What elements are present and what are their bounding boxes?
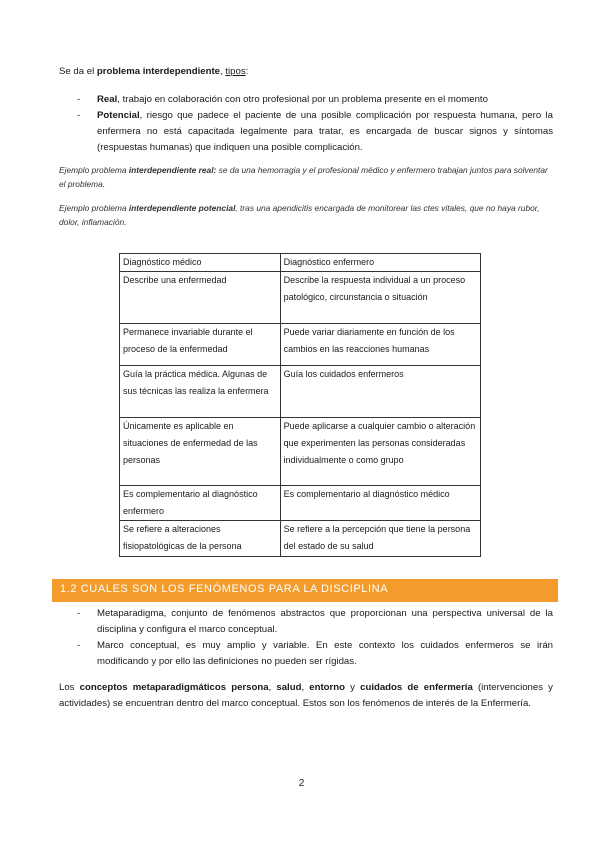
conclusion-paragraph [59, 680, 553, 712]
conclusion-bold: cuidados de enfermería [360, 682, 473, 693]
table-cell: Guía la práctica médica. Algunas de sus técnicas las realiza la enfermera [120, 366, 281, 418]
list-item: - Marco conceptual, es muy amplio y variable. En este contexto los cuidados enfermeros se irán modificando y por ello las definiciones no pueden ser rígidas. [59, 638, 553, 670]
intro-paragraph [59, 64, 553, 80]
page-number: 2 [298, 778, 305, 789]
example-text: Ejemplo problema [59, 203, 129, 213]
table-row [120, 521, 481, 557]
intro-colon: : [245, 66, 249, 77]
list-item [59, 108, 553, 156]
table-row [120, 272, 481, 324]
conclusion-bold: salud [276, 682, 302, 693]
phenomena-list [59, 606, 553, 670]
intro-bold: problema interdependiente [96, 66, 221, 77]
example-real [59, 163, 553, 191]
list-item: - Metaparadigma, conjunto de fenómenos abstractos que proporcionan una perspectiva universal de la disciplina y configura el marco conceptual. [59, 606, 553, 638]
item-text: , trabajo en colaboración con otro profesional por un problema presente en el momento [117, 94, 488, 105]
conclusion-text: Los [59, 682, 80, 693]
example-text: , tras una apendicitis encargada de monitorear las ctes vitales, que no haya rubor, dolor, inflamación. [59, 203, 540, 227]
section-header [52, 579, 558, 602]
table-cell: Permanece invariable durante el proceso de la enfermedad [120, 324, 281, 366]
table-cell: Es complementario al diagnóstico médico [280, 486, 480, 521]
table-cell: Describe una enfermedad [120, 272, 281, 324]
conclusion-text: (intervenciones y actividades) se encuentran dentro del marco conceptual. Estos son los fenómenos de interés de la Enfermería. [59, 682, 553, 709]
conclusion-bold: conceptos metaparadigmáticos persona [79, 682, 269, 693]
conclusion-text: y [345, 682, 361, 693]
table-cell: Puede aplicarse a cualquier cambio o alteración que experimenten las personas consideradas individualmente o como grupo [280, 418, 480, 486]
table-cell: Describe la respuesta individual a un proceso patológico, circunstancia o situación [280, 272, 480, 324]
table-cell: Se refiere a la percepción que tiene la persona del estado de su salud [280, 521, 480, 557]
list-item [59, 92, 553, 108]
diagnosis-table [119, 253, 481, 557]
intro-text: Se da el [59, 66, 97, 77]
table-cell: Guía los cuidados enfermeros [280, 366, 480, 418]
table-row [120, 486, 481, 521]
table-row [120, 366, 481, 418]
conclusion-text: , [301, 682, 310, 693]
table-header-row [120, 254, 481, 272]
example-bold: interdependiente real: [128, 165, 217, 175]
item-term: Potencial [97, 110, 140, 121]
conclusion-text: , [268, 682, 277, 693]
item-text: , riesgo que padece el paciente de una posible complicación por respuesta humana, pero la enfermera no está capacitada legalmente para tratar, es encargada de buscar signos y síntomas (respuestas humanas) que indiquen una posible complicación. [97, 110, 553, 153]
table-cell: Únicamente es aplicable en situaciones de enfermedad de las personas [120, 418, 281, 486]
table-cell: Puede variar diariamente en función de los cambios en las reacciones humanas [280, 324, 480, 366]
table-row [120, 324, 481, 366]
table-row [120, 418, 481, 486]
table-cell: Se refiere a alteraciones fisiopatológicas de la persona [120, 521, 281, 557]
intro-comma: , [220, 66, 226, 77]
example-text: Ejemplo problema [59, 165, 129, 175]
conclusion-bold: entorno [309, 682, 345, 693]
section-title: 1.2 CUALES SON LOS FENÓMENOS PARA LA DISCIPLINA [60, 583, 389, 595]
example-text: se da una hemorragia y el profesional médico y enfermero trabajan juntos para solventar el problema. [59, 165, 548, 189]
problem-types-list [59, 92, 553, 156]
table-cell: Es complementario al diagnóstico enfermero [120, 486, 281, 521]
example-potencial [59, 201, 553, 229]
table-header: Diagnóstico médico [120, 254, 281, 272]
item-term: Real [97, 94, 118, 105]
tipos-underlined: tipos [225, 66, 246, 77]
example-bold: interdependiente potencial [128, 203, 236, 213]
table-header: Diagnóstico enfermero [280, 254, 480, 272]
